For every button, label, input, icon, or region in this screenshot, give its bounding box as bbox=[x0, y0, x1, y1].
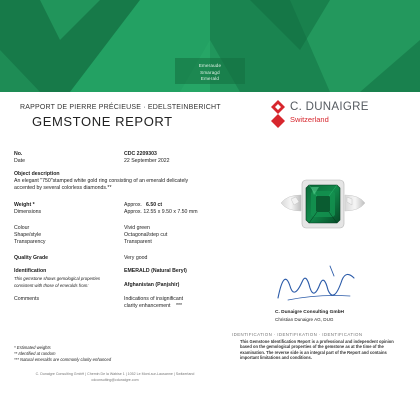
note-estimated-weights: * Estimated weights bbox=[14, 345, 51, 350]
report-type-multilingual: RAPPORT DE PIERRE PRÉCIEUSE · EDELSTEINBERICHT bbox=[20, 104, 221, 111]
weight-prefix: Approx. bbox=[124, 202, 142, 208]
identification-label: Identification bbox=[14, 268, 47, 274]
disclaimer-line3: examination. The reverse side is an integral part of the Report and contains bbox=[240, 349, 387, 355]
disclaimer-line1: This Gemstone Identification Report is a professional and independent opinion bbox=[240, 339, 394, 344]
dunaigre-logo bbox=[271, 100, 381, 130]
logo-mark-icon bbox=[271, 100, 285, 128]
consulting-person: Christian Dunaigre AG, DUG bbox=[275, 317, 334, 322]
logo-name: C. DUNAIGRE bbox=[290, 101, 369, 113]
page-title: GEMSTONE REPORT bbox=[32, 114, 173, 129]
dimensions-value: Approx. 12.55 x 9.50 x 7.50 mm bbox=[124, 209, 198, 215]
banner-labels bbox=[0, 63, 420, 83]
colour-label: Colour bbox=[14, 225, 30, 231]
note-clarity-enhanced: *** Natural emeralds are commonly clarity enhanced bbox=[14, 357, 112, 362]
banner-label-de: Smaragd bbox=[200, 69, 220, 75]
origin-value: Afghanistan (Panjshir) bbox=[124, 282, 180, 288]
colour-value: Vivid green bbox=[124, 225, 150, 231]
quality-grade-label: Quality Grade bbox=[14, 255, 49, 261]
object-description-label: Object description bbox=[14, 171, 60, 177]
shape-label: Shape/style bbox=[14, 232, 42, 238]
dimensions-label: Dimensions bbox=[14, 209, 42, 215]
emerald-banner bbox=[0, 0, 420, 92]
date-label: Date bbox=[14, 158, 25, 164]
identification-row: IDENTIFICATION · IDENTIFIKATION · IDENTIFICATION bbox=[232, 332, 363, 337]
banner-label-fr: Emeraude bbox=[198, 63, 222, 68]
object-description-line1: An elegant "750"stamped white gold ring consisting of an emerald delicately bbox=[14, 178, 189, 184]
report-number-label: No. bbox=[14, 151, 23, 157]
quality-grade-value: Very good bbox=[124, 255, 148, 261]
comments-line2: clarity enhancement bbox=[124, 303, 171, 309]
comments-line1: Indications of insignificant bbox=[124, 296, 184, 302]
report-disclaimer bbox=[240, 339, 408, 360]
footer-email: cdconsulting@cdunaigre.com bbox=[91, 377, 139, 382]
logo-country: Switzerland bbox=[290, 115, 329, 124]
object-description-line2: accented by several colorless diamonds.** bbox=[14, 185, 112, 191]
report-number-value: CDC 2209303 bbox=[124, 151, 157, 157]
date-value: 22 September 2022 bbox=[124, 158, 170, 164]
signature bbox=[268, 260, 364, 306]
comments-suffix: *** bbox=[176, 303, 183, 309]
weight-value: 6.50 ct bbox=[146, 202, 163, 208]
transparency-label: Transparency bbox=[14, 239, 46, 245]
emerald-ring-image bbox=[267, 165, 379, 241]
page-footer bbox=[0, 372, 230, 383]
disclaimer-line2: based on the gemological properties of the gemstone as at the time of the bbox=[240, 344, 384, 350]
identification-value: EMERALD (Natural Beryl) bbox=[124, 268, 187, 274]
weight-label: Weight * bbox=[14, 202, 35, 208]
consulting-company: C. Dunaigre Consulting GmbH bbox=[275, 310, 345, 315]
comments-label: Comments bbox=[14, 296, 40, 302]
footer-address: C. Dunaigre Consulting GmbH | Chemin De la Wabise 1 | 1052 Le Mont-sur-Lausanne | Switzerland bbox=[35, 372, 195, 376]
identification-note-line2: consistent with those of emeralds from: bbox=[14, 283, 89, 288]
banner-label-en: Emerald bbox=[200, 76, 220, 81]
shape-value: Octagonal/step cut bbox=[124, 232, 168, 238]
note-identified-random: ** Identified at random bbox=[14, 351, 56, 356]
identification-note-line1: This gemstone shows gemological properties bbox=[14, 276, 100, 281]
transparency-value: Transparent bbox=[124, 239, 152, 245]
disclaimer-line4: important limitations and conditions. bbox=[240, 354, 312, 360]
